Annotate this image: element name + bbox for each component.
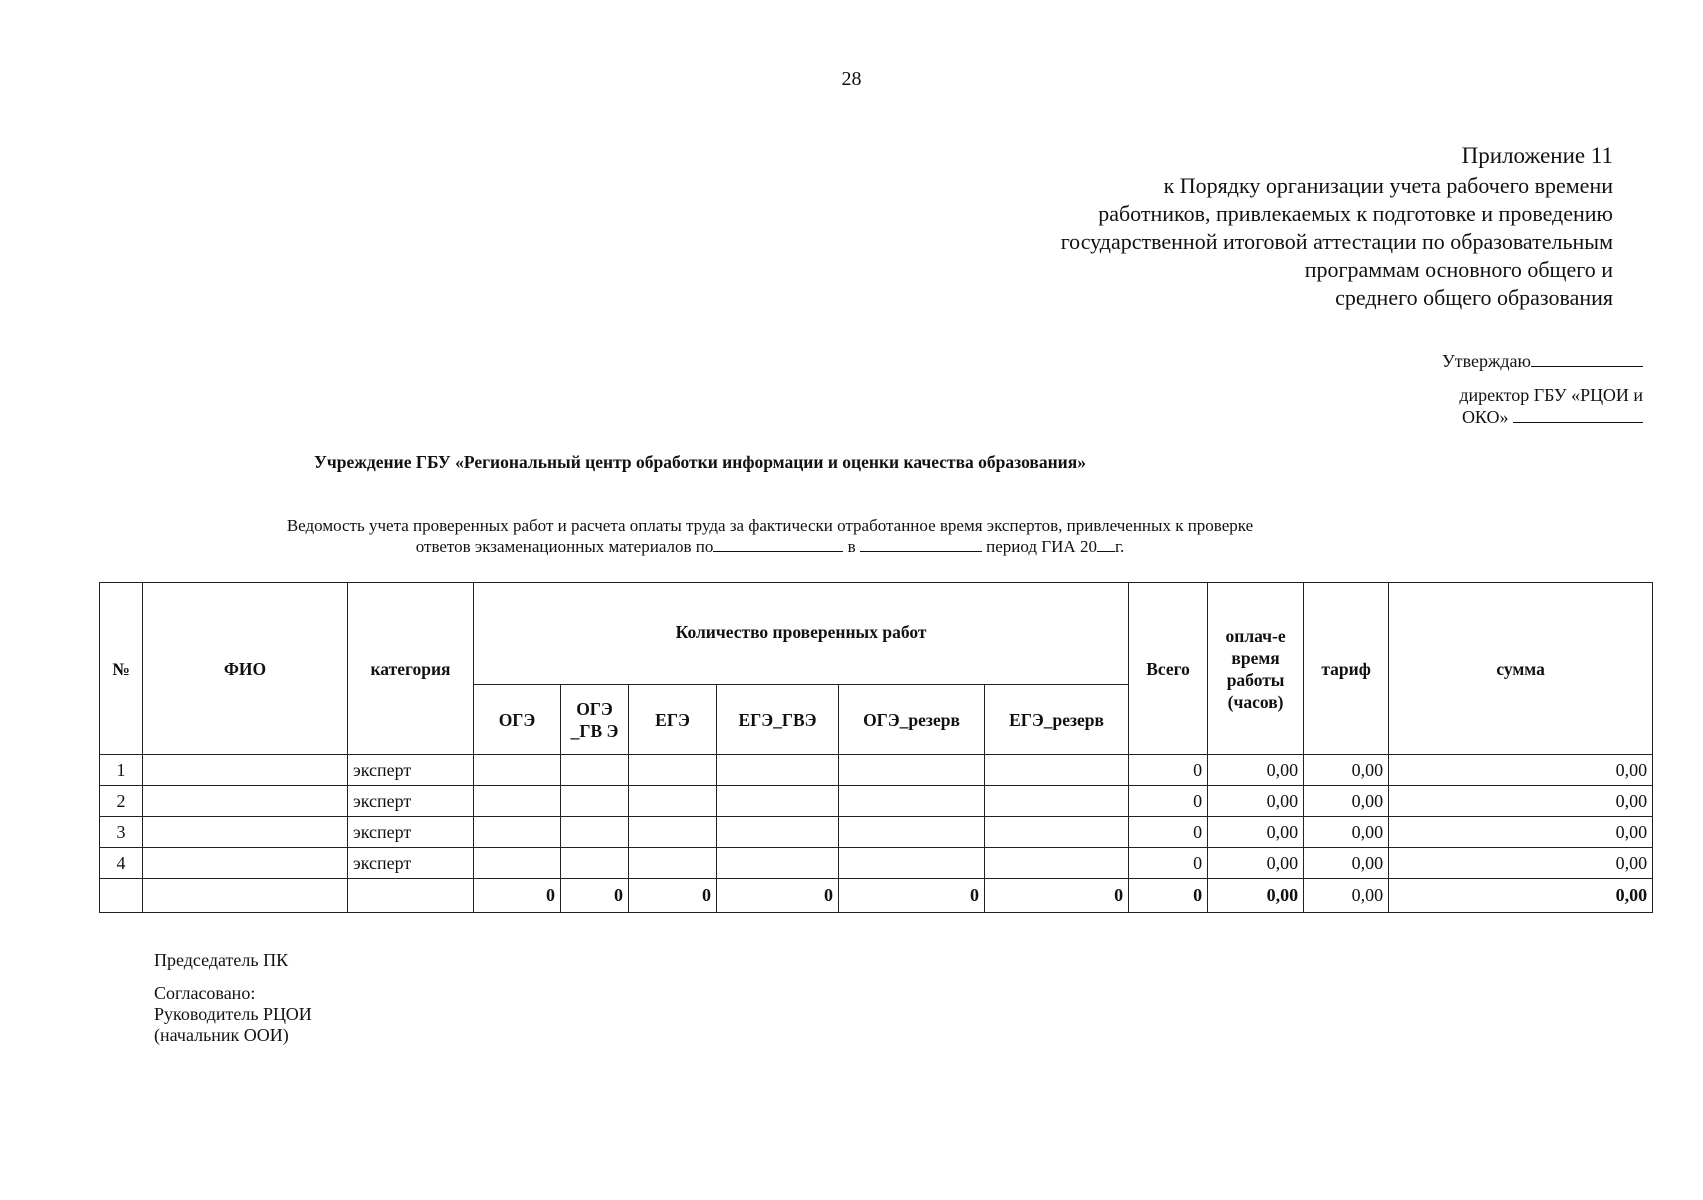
cell-tariff: 0,00: [1304, 755, 1389, 786]
approval-block: [1428, 350, 1643, 428]
cell-sum: 0,00: [1389, 755, 1653, 786]
cell-category: эксперт: [348, 848, 474, 879]
header-no: №: [100, 583, 143, 755]
header-checked-works: Количество проверенных работ: [474, 583, 1129, 685]
page-number: 28: [841, 68, 862, 90]
statement-text: период ГИА 20: [986, 537, 1097, 556]
table-row: [100, 786, 1653, 817]
header-ege-gve: ЕГЭ_ГВЭ: [717, 685, 839, 755]
header-paid-time: оплач-е время работы (часов): [1208, 583, 1304, 755]
header-tariff: тариф: [1304, 583, 1389, 755]
statement-text: г.: [1114, 537, 1125, 556]
header-oge-reserve: ОГЭ_резерв: [839, 685, 985, 755]
cell-total: 0: [1129, 755, 1208, 786]
header-ege-reserve: ЕГЭ_резерв: [985, 685, 1129, 755]
cell-fio: [143, 786, 348, 817]
total-total: 0: [1129, 879, 1208, 913]
institution-title: Учреждение ГБУ «Региональный центр обработки информации и оценки качества образования»: [314, 452, 1086, 472]
cell-tariff: 0,00: [1304, 848, 1389, 879]
cell-paid-time: 0,00: [1208, 817, 1304, 848]
table-row: [100, 817, 1653, 848]
agreed-label: Согласовано:: [154, 983, 256, 1003]
cell-fio: [143, 755, 348, 786]
total-ege: 0: [629, 879, 717, 913]
cell-paid-time: 0,00: [1208, 848, 1304, 879]
header-total: Всего: [1129, 583, 1208, 755]
approve-label: Утверждаю: [1441, 351, 1531, 371]
cell-no: 2: [100, 786, 143, 817]
cell-sum: 0,00: [1389, 848, 1653, 879]
header-oge: ОГЭ: [474, 685, 561, 755]
head-note: (начальник ООИ): [154, 1025, 289, 1045]
annex-title: Приложение 11: [1461, 143, 1613, 168]
total-sum: 0,00: [1389, 879, 1653, 913]
totals-row: [100, 879, 1653, 913]
cell-no: 1: [100, 755, 143, 786]
signature-block: [154, 950, 312, 1046]
head-label: Руководитель РЦОИ: [154, 1004, 312, 1024]
date-blank: [860, 537, 982, 552]
table-row: [100, 755, 1653, 786]
cell-paid-time: 0,00: [1208, 786, 1304, 817]
total-oge: 0: [474, 879, 561, 913]
cell-category: эксперт: [348, 786, 474, 817]
annex-line: программам основного общего и: [1304, 257, 1613, 282]
cell-fio: [143, 817, 348, 848]
annex-line: работников, привлекаемых к подготовке и проведению: [1098, 201, 1613, 226]
signature-blank: [1513, 408, 1643, 423]
cell-tariff: 0,00: [1304, 817, 1389, 848]
cell-tariff: 0,00: [1304, 786, 1389, 817]
cell-total: 0: [1129, 786, 1208, 817]
cell-total: 0: [1129, 817, 1208, 848]
header-ege: ЕГЭ: [629, 685, 717, 755]
annex-line: к Порядку организации учета рабочего времени: [1163, 173, 1613, 198]
cell-category: эксперт: [348, 755, 474, 786]
total-ege-reserve: 0: [985, 879, 1129, 913]
cell-sum: 0,00: [1389, 817, 1653, 848]
approver-position: директор ГБУ «РЦОИ и: [1459, 385, 1643, 405]
annex-header: [1061, 142, 1613, 312]
cell-fio: [143, 848, 348, 879]
signature-blank: [1531, 352, 1643, 367]
subject-blank: [713, 537, 843, 552]
approver-position-cont: ОКО»: [1461, 407, 1509, 427]
statement-line1: Ведомость учета проверенных работ и расчета оплаты труда за фактически отработанное время экспертов, привлеченных к проверке: [286, 516, 1254, 535]
total-tariff: 0,00: [1304, 879, 1389, 913]
header-category: категория: [348, 583, 474, 755]
total-ege-gve: 0: [717, 879, 839, 913]
cell-no: 4: [100, 848, 143, 879]
statement-text: ответов экзаменационных материалов по: [415, 537, 714, 556]
chairman-label: Председатель ПК: [154, 950, 289, 970]
annex-line: среднего общего образования: [1335, 285, 1613, 310]
header-sum: сумма: [1389, 583, 1653, 755]
header-oge-gve: ОГЭ _ГВ Э: [561, 685, 629, 755]
cell-no: 3: [100, 817, 143, 848]
cell-paid-time: 0,00: [1208, 755, 1304, 786]
annex-line: государственной итоговой аттестации по образовательным: [1060, 229, 1613, 254]
total-oge-gve: 0: [561, 879, 629, 913]
statement-text: в: [847, 537, 856, 556]
total-oge-reserve: 0: [839, 879, 985, 913]
table-row: [100, 848, 1653, 879]
total-paid-time: 0,00: [1208, 879, 1304, 913]
cell-category: эксперт: [348, 817, 474, 848]
header-fio: ФИО: [143, 583, 348, 755]
report-table: [99, 582, 1653, 913]
year-blank: [1097, 537, 1115, 552]
cell-total: 0: [1129, 848, 1208, 879]
cell-sum: 0,00: [1389, 786, 1653, 817]
statement-title: [0, 515, 1540, 557]
